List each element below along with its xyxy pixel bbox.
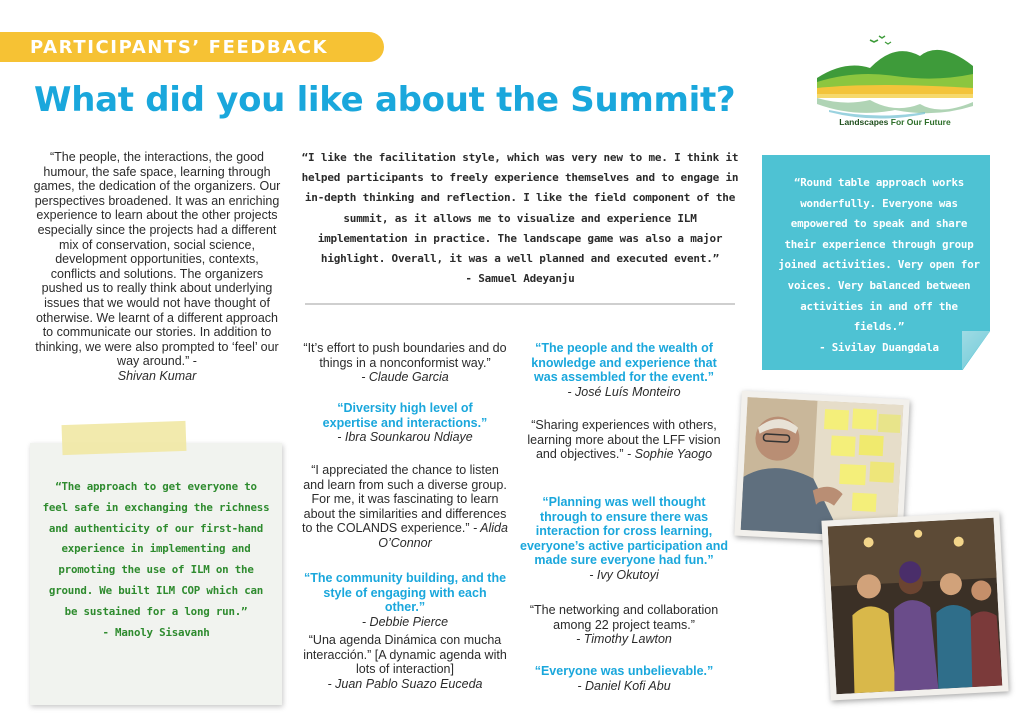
quote-author: - Debbie Pierce (361, 614, 449, 629)
quote-daniel (518, 664, 730, 693)
quote-author: - Ivy Okutoyi (589, 567, 659, 582)
quote-text: “The people, the interactions, the good humour, the safe space, learning through games, the dedication of the organizers. Our perspectives broadened. It was an enriching experience to learn about the other projects especially since the projects had a different mix of conservation, social science, development opportunities, contexts, conflicts and solutions. The organizers pushed us to really think about underlying issues that we would not have thought of otherwise. We learnt of a different approach to communicate our stories. In addition to thinking, we were also prompted to ‘feel’ our way around.” - (33, 150, 281, 369)
quote-text: “The networking and collaboration among 22 project teams.” (529, 603, 719, 632)
quote-text: “I appreciated the chance to listen and learn from such a diverse group. For me, it was fascinating to learn about the similarities and differences to the COLANDS experience.” (302, 463, 507, 536)
quote-author: - Alida O’Connor (378, 521, 508, 550)
quote-shivan (32, 150, 282, 384)
quote-author: - Manoly Sisavanh (102, 625, 210, 639)
quote-text: “Sharing experiences with others, learning more about the LFF vision and objectives.” (527, 418, 721, 462)
quote-claude (302, 341, 508, 385)
logo-caption (790, 117, 1000, 127)
quote-author: - Timothy Lawton (576, 632, 672, 647)
quote-jose (522, 341, 726, 399)
quote-manoly (40, 477, 272, 643)
section-banner-label: PARTICIPANTS’ FEEDBACK (30, 37, 329, 58)
quote-text: “Una agenda Dinámica con mucha interacción.” [A dynamic agenda with lots of interaction] (303, 633, 507, 677)
quote-text: “The people and the wealth of knowledge and experience that was assembled for the event.” (531, 341, 717, 385)
quote-author: - Claude Garcia (361, 370, 449, 385)
quote-text: “Round table approach works wonderfully. Everyone was empowered to speak and share their experience through group joined activities. Very open for voices. Very balanced between activities in and off the fields.” (778, 176, 980, 334)
divider (305, 303, 735, 305)
quote-author: - Sophie Yaogo (623, 447, 713, 462)
quote-juan (302, 633, 508, 691)
quote-text: “The community building, and the style of engaging with each other.” (303, 571, 507, 615)
quote-text: “I like the facilitation style, which was very new to me. I think it helped participants to freely experience themselves and to engage in in-depth thinking and reflection. I like the field component of the summit, as it allows me to visualize and experience ILM implementation in practice. The landscape game was also a major highlight. Overall, it was a well planned and executed event.” (301, 151, 739, 266)
quote-text: “The approach to get everyone to feel safe in exchanging the richness and authenticity of our first-hand experience in implementing and promoting the use of ILM on the ground. We built ILM COP which can be sustained for a long run.” (42, 480, 270, 618)
quote-author: - Samuel Adeyanju (465, 272, 575, 286)
section-banner (0, 32, 384, 62)
quote-ibra (312, 401, 498, 445)
page-title: What did you like about the Summit? (34, 80, 736, 120)
logo-caption-bold: Landscapes (839, 117, 889, 127)
quote-author: - Ibra Sounkarou Ndiaye (337, 430, 473, 445)
quote-alida (302, 463, 508, 551)
quote-author: - Daniel Kofi Abu (577, 678, 671, 693)
quote-author: - Sivilay Duangdala (819, 340, 939, 354)
quote-text: “Planning was well thought through to ensure there was interaction for cross learning, everyone’s active participation and made sure everyone had fun.” (520, 495, 728, 568)
quote-author: Shivan Kumar (117, 368, 197, 383)
quote-timothy (518, 603, 730, 647)
quote-ivy (518, 495, 730, 583)
tape-strip (62, 421, 187, 455)
quote-sivilay (776, 173, 982, 358)
quote-samuel (300, 148, 740, 289)
quote-debbie (302, 571, 508, 629)
quote-text: “Everyone was unbelievable.” (534, 664, 714, 678)
quote-sophie (518, 418, 730, 462)
quote-author: - Juan Pablo Suazo Euceda (327, 676, 483, 691)
quote-text: “It’s effort to push boundaries and do things in a nonconformist way.” (303, 341, 507, 370)
photo-group (821, 511, 1008, 700)
quote-author: - José Luís Monteiro (567, 384, 681, 399)
logo-caption-rest: For Our Future (888, 117, 951, 127)
quote-text: “Diversity high level of expertise and interactions.” (322, 401, 488, 430)
